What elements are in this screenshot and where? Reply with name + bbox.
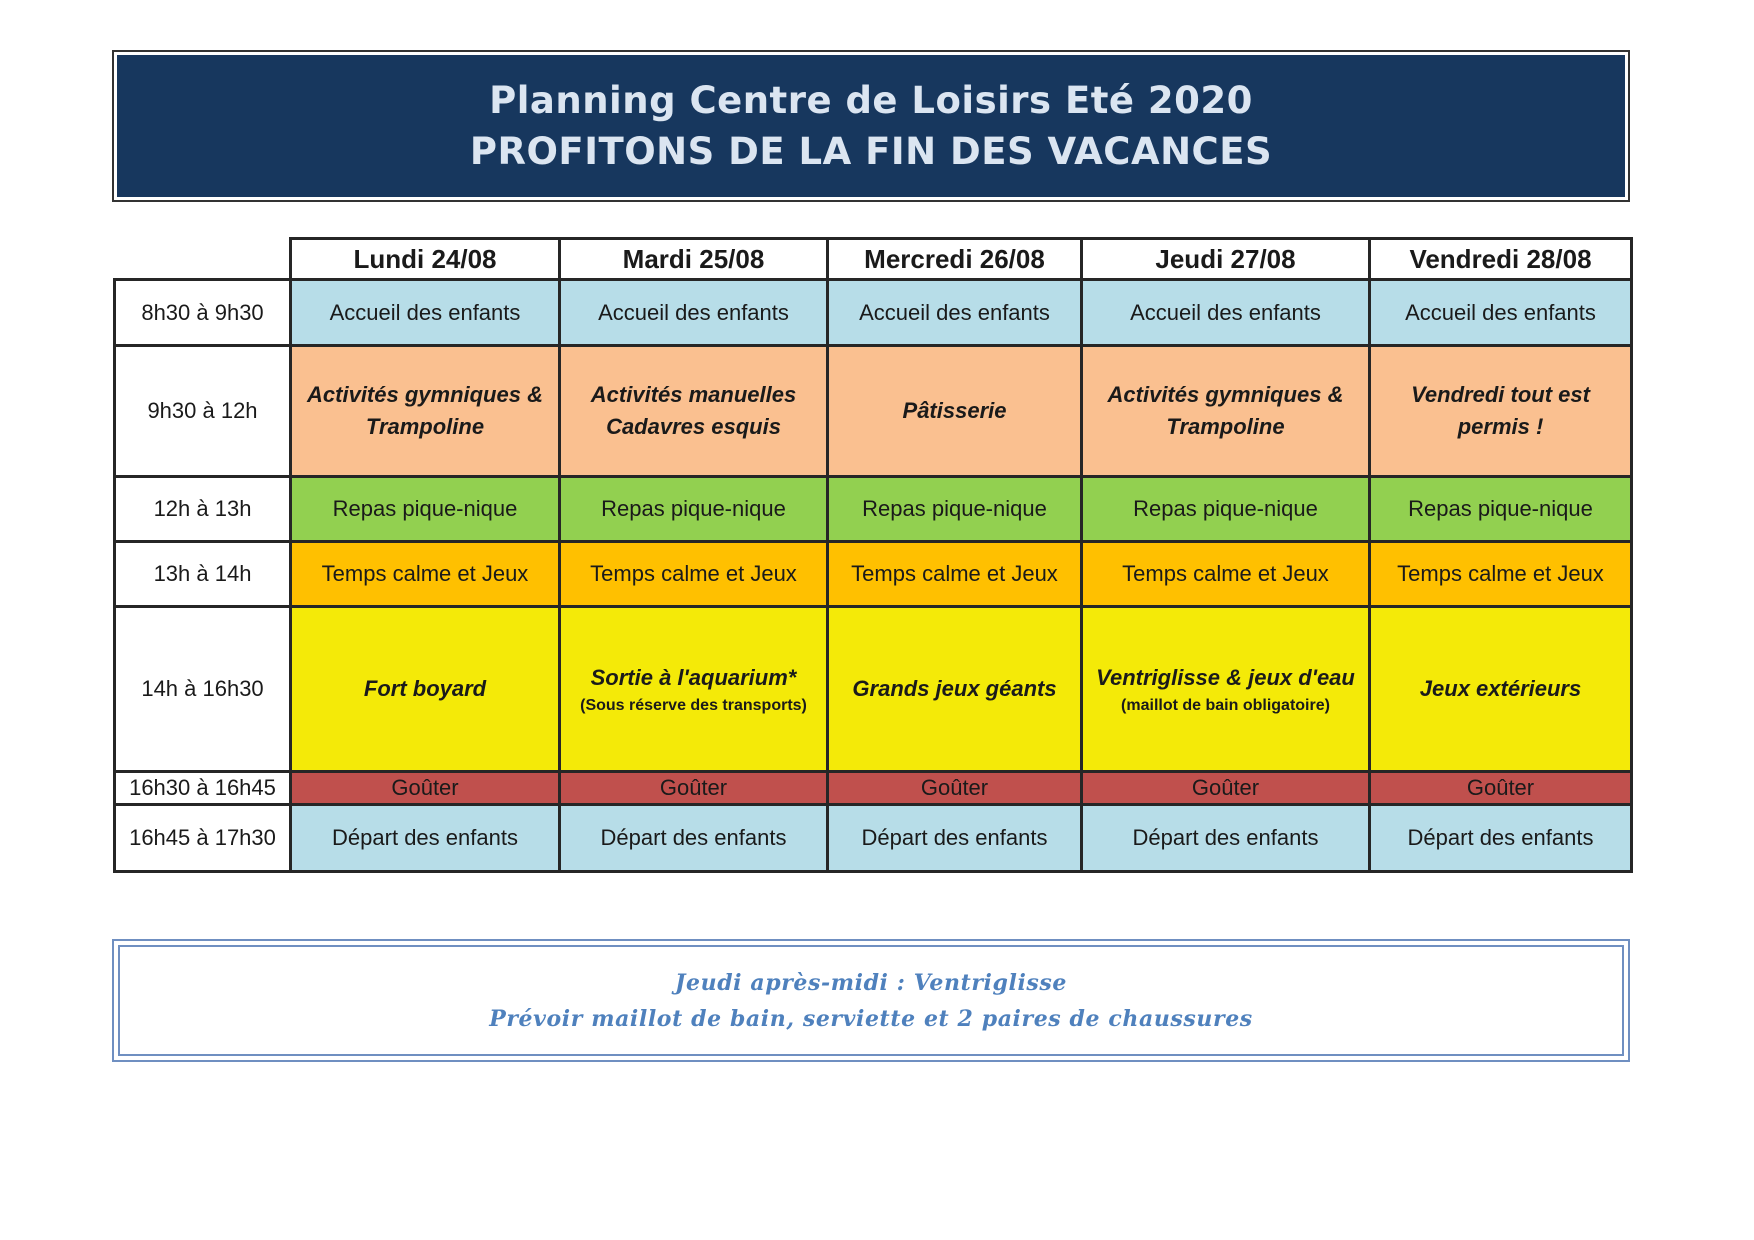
activity-cell: Temps calme et Jeux (1082, 542, 1370, 607)
activity-cell (1370, 607, 1632, 772)
activity-line: Activités manuelles (590, 382, 797, 408)
activity-cell: Goûter (828, 772, 1082, 805)
corner-cell (115, 239, 291, 280)
info-note-box (112, 939, 1630, 1062)
activity-cell (291, 607, 560, 772)
time-slot: 9h30 à 12h (115, 346, 291, 477)
page-subtitle: PROFITONS DE LA FIN DES VACANCES (469, 130, 1273, 173)
day-header: Jeudi 27/08 (1082, 239, 1370, 280)
activity-cell: Accueil des enfants (1370, 280, 1632, 346)
info-note-inner (118, 945, 1624, 1056)
activity-cell: Repas pique-nique (1082, 477, 1370, 542)
activity-cell: Accueil des enfants (1082, 280, 1370, 346)
activity-line: Cadavres esquis (606, 414, 781, 439)
time-slot: 16h30 à 16h45 (115, 772, 291, 805)
schedule-row (115, 542, 1632, 607)
header-banner (112, 50, 1630, 202)
activity-cell: Goûter (560, 772, 828, 805)
activity-line: Trampoline (365, 414, 485, 439)
activity-cell: Repas pique-nique (828, 477, 1082, 542)
activity-cell: Départ des enfants (560, 805, 828, 872)
schedule-row (115, 477, 1632, 542)
day-header: Mercredi 26/08 (828, 239, 1082, 280)
time-slot: 13h à 14h (115, 542, 291, 607)
activity-note: (Sous réserve des transports) (580, 696, 807, 714)
schedule-row (115, 805, 1632, 872)
activity-cell (291, 346, 560, 477)
activity-cell: Temps calme et Jeux (291, 542, 560, 607)
schedule-row (115, 346, 1632, 477)
activity-cell: Temps calme et Jeux (1370, 542, 1632, 607)
activity-title: Jeux extérieurs (1419, 676, 1582, 702)
note-line: Prévoir maillot de bain, serviette et 2 paires de chaussures (489, 1005, 1253, 1032)
header-banner-inner (117, 55, 1625, 197)
activity-cell: Temps calme et Jeux (560, 542, 828, 607)
activity-cell: Départ des enfants (1370, 805, 1632, 872)
activity-line: Vendredi tout est (1411, 382, 1590, 408)
activity-cell (560, 607, 828, 772)
activity-cell: Départ des enfants (828, 805, 1082, 872)
activity-cell (560, 346, 828, 477)
activity-cell: Goûter (291, 772, 560, 805)
day-header-row (115, 239, 1632, 280)
page-title: Planning Centre de Loisirs Eté 2020 (489, 79, 1253, 122)
activity-cell: Départ des enfants (291, 805, 560, 872)
activity-title: Fort boyard (363, 676, 487, 702)
day-header: Vendredi 28/08 (1370, 239, 1632, 280)
time-slot: 12h à 13h (115, 477, 291, 542)
activity-line: Trampoline (1166, 414, 1285, 439)
activity-cell: Accueil des enfants (291, 280, 560, 346)
activity-cell: Goûter (1370, 772, 1632, 805)
note-line: Jeudi après-midi : Ventriglisse (675, 969, 1067, 996)
schedule-row (115, 607, 1632, 772)
activity-line: permis ! (1457, 414, 1544, 439)
day-header: Mardi 25/08 (560, 239, 828, 280)
activity-cell (1082, 346, 1370, 477)
activity-cell (828, 607, 1082, 772)
activity-cell: Accueil des enfants (828, 280, 1082, 346)
activity-cell: Accueil des enfants (560, 280, 828, 346)
activity-line: Activités gymniques & (1107, 382, 1344, 408)
activity-title: Ventriglisse & jeux d'eau (1096, 664, 1355, 690)
activity-line: Activités gymniques & (307, 382, 543, 408)
activity-cell: Temps calme et Jeux (828, 542, 1082, 607)
day-header: Lundi 24/08 (291, 239, 560, 280)
schedule-row (115, 772, 1632, 805)
activity-title: Sortie à l'aquarium* (590, 664, 797, 690)
activity-line: Pâtisserie (902, 398, 1007, 424)
activity-cell: Repas pique-nique (560, 477, 828, 542)
time-slot: 14h à 16h30 (115, 607, 291, 772)
activity-note: (maillot de bain obligatoire) (1121, 696, 1330, 714)
activity-cell: Goûter (1082, 772, 1370, 805)
activity-cell: Repas pique-nique (291, 477, 560, 542)
activity-cell: Repas pique-nique (1370, 477, 1632, 542)
activity-cell (1082, 607, 1370, 772)
schedule-row (115, 280, 1632, 346)
time-slot: 16h45 à 17h30 (115, 805, 291, 872)
schedule-table (113, 237, 1633, 873)
activity-cell (1370, 346, 1632, 477)
activity-cell (828, 346, 1082, 477)
activity-cell: Départ des enfants (1082, 805, 1370, 872)
activity-title: Grands jeux géants (852, 676, 1057, 702)
time-slot: 8h30 à 9h30 (115, 280, 291, 346)
